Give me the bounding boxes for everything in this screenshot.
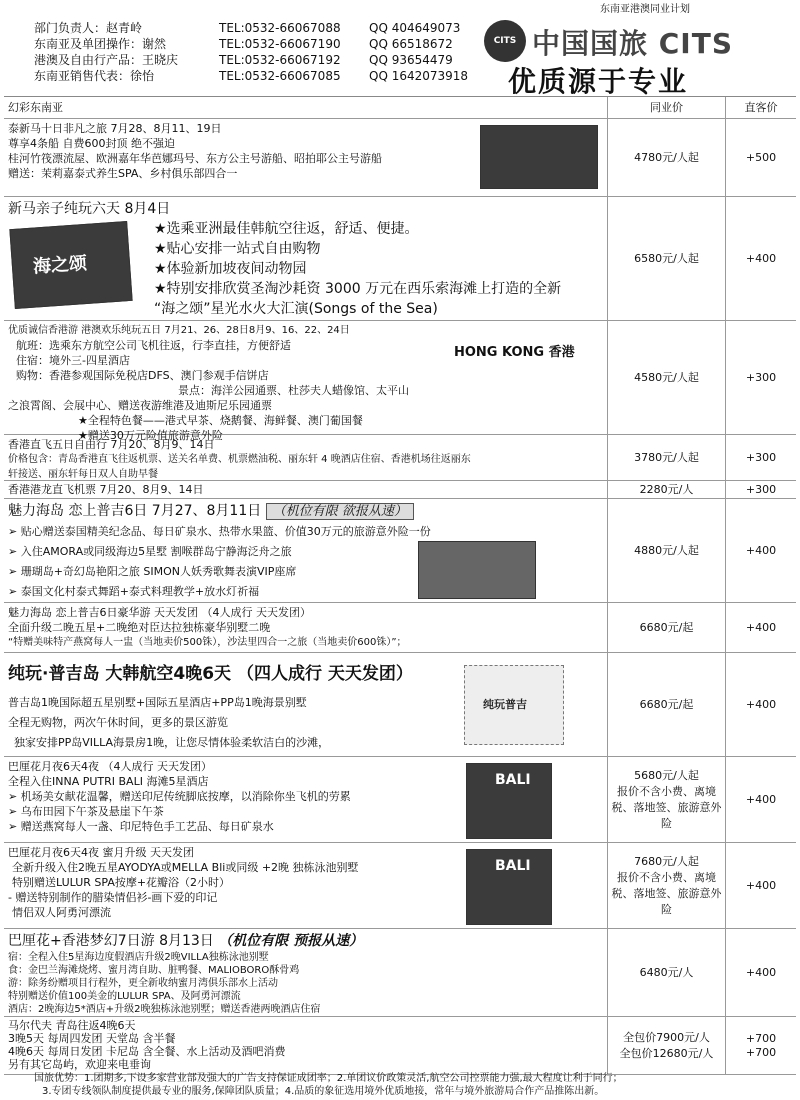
tour-description [4, 653, 608, 756]
contact-role: 部门负责人：赵青岭 [34, 21, 143, 35]
section-title [4, 97, 608, 118]
contact-role: 东南亚及单团操作：谢然 [34, 37, 167, 51]
peer-price-header: 同业价 [608, 97, 726, 118]
table-header [4, 97, 796, 119]
peer-price: 6680元/起 [608, 603, 726, 652]
contact-tel: TEL:0532-66067192 [219, 53, 341, 67]
contact-row [34, 20, 484, 36]
photo-caption: 海之颂 [32, 252, 88, 278]
tour-line: 3晚5天 每周四发团 天堂岛 含半餐 [8, 1032, 176, 1045]
tour-title: 巴厘花+香港梦幻7日游 8月13日 [8, 933, 214, 949]
tour-line: 尊享4条船 自费600封顶 绝不强迫 [8, 137, 175, 150]
direct-price: +500 [745, 150, 777, 164]
tour-description [4, 843, 608, 928]
tour-line: ★赠送30万元险值旅游意外险 [78, 429, 223, 442]
tour-line: ➢ 乌布田园下午茶及悬崖下午茶 [8, 805, 164, 818]
contact-row [34, 68, 484, 84]
tour-photo [466, 849, 552, 925]
table-row [4, 843, 796, 929]
tour-line: 另有其它岛屿，欢迎来电垂询 [8, 1058, 151, 1071]
brand [484, 14, 784, 98]
tour-title: 魅力海岛 恋上普吉6日豪华游 天天发团 （4人成行 天天发团） [8, 606, 311, 619]
tour-line: ➢ 机场美女献花温馨，赠送印尼传统脚底按摩，以消除你坐飞机的劳累 [8, 790, 351, 803]
peer-price: 4580元/人起 [608, 321, 726, 434]
tour-title: 新马亲子纯玩六天 8月4日 [8, 201, 171, 217]
tour-line: 特别赠送LULUR SPA按摩+花瓣浴（2小时） [12, 876, 231, 889]
tour-line: 景点：海洋公园通票、杜莎夫人蜡像馆、太平山 [178, 384, 409, 397]
tour-line: ➢ 赠送燕窝每人一盏、印尼特色手工艺品、每日矿泉水 [8, 820, 274, 833]
contact-tel: TEL:0532-66067190 [219, 37, 341, 51]
tour-line: 住宿：境外三-四星酒店 [16, 354, 130, 367]
tour-photo [418, 541, 536, 599]
table-row [4, 435, 796, 481]
tour-line: 普吉岛1晚国际超五星别墅+国际五星酒店+PP岛1晚海景别墅 [8, 696, 307, 709]
table-row [4, 321, 796, 442]
tour-description [4, 435, 608, 480]
direct-price: +400 [745, 251, 777, 265]
contact-list [34, 20, 484, 84]
tour-line: 全程无购物，两次午休时间，更多的景区游览 [8, 716, 228, 729]
tour-description [4, 603, 608, 652]
contact-qq: QQ 404649073 [369, 21, 461, 35]
plan-title: 东南亚港澳同业计划 [600, 4, 690, 15]
tour-line: 桂河竹筏漂流屋、欧洲嘉年华芭娜玛号、东方公主号游船、昭拍耶公主号游船 [8, 152, 382, 165]
tour-line: ★特别安排欣赏圣淘沙耗资 3000 万元在西乐索海滩上打造的全新 [154, 281, 562, 297]
tour-description [4, 119, 608, 196]
peer-price: 4780元/人起 [608, 119, 726, 196]
peer-price: 4880元/人起 [608, 499, 726, 602]
tour-description [4, 757, 608, 842]
section-title-text: 幻彩东南亚 [8, 101, 63, 114]
direct-price: +400 [745, 697, 777, 711]
peer-price: 7680元/人起 报价不含小费、离境税、落地签、旅游意外险 [608, 843, 726, 928]
tour-line: ★选乘亚洲最佳韩航空往返，舒适、便捷。 [154, 221, 419, 237]
tour-description [4, 321, 608, 442]
peer-price: 6680元/起 [608, 653, 726, 756]
tour-title-row [8, 931, 603, 951]
table-row [4, 197, 796, 321]
tour-line: ★体验新加坡夜间动物园 [154, 261, 307, 277]
tour-title: 香港港龙直飞机票 7月20、8月9、14日 [8, 483, 204, 496]
direct-price: +300 [745, 482, 777, 496]
tour-line: 特别赠送价值100美金的LULUR SPA、及阿勇河漂流 [8, 991, 241, 1002]
tour-line: ➢ 入住AMORA或同级海边5星墅 割喉群岛宁静海泛舟之旅 [8, 545, 292, 558]
table-row [4, 481, 796, 499]
direct-price: +700 +700 [745, 1031, 777, 1059]
peer-price: 6480元/人 [608, 929, 726, 1016]
tour-title-row [8, 501, 603, 522]
tour-title: 巴厘花月夜6天4夜 蜜月升级 天天发团 [8, 846, 194, 859]
tour-line: 独家安排PP岛VILLA海景房1晚，让您尽情体验柔软洁白的沙滩， [14, 736, 330, 749]
tour-line: 之浪霄阁、会展中心、赠送夜游维港及迪斯尼乐园通票 [8, 399, 272, 412]
footer-line: 3.专团专线领队制度提供最专业的服务,保障团队质量；4.品质的象征选用境外优质地接，常年与境外旅游局合作产品推陈出新。 [42, 1086, 605, 1097]
direct-price: +400 [745, 792, 777, 806]
tour-line: 宿：全程入住5星海边度假酒店升级2晚VILLA独栋泳池别墅 [8, 952, 269, 963]
tour-line: 全程入住INNA PUTRI BALI 海滩5星酒店 [8, 775, 209, 788]
tour-photo [9, 221, 132, 309]
tour-title: 魅力海岛 恋上普吉6日 7月27、8月11日 [8, 503, 262, 519]
tour-photo [466, 763, 552, 839]
direct-price: +300 [745, 450, 777, 464]
direct-price-header: 直客价 [744, 100, 778, 114]
tour-description [4, 1017, 608, 1074]
contact-tel: TEL:0532-66067085 [219, 69, 341, 83]
contact-role: 东南亚销售代表：徐怡 [34, 69, 155, 83]
photo-caption: BALI [495, 858, 531, 874]
availability-badge: （机位有限 预报从速） [218, 933, 364, 949]
table-row [4, 499, 796, 603]
tour-photo [464, 665, 564, 745]
tour-line: 游：除务纷赠项目行程外，更全新收纳蜜月湾俱乐部水上活动 [8, 978, 278, 989]
tour-title: 巴厘花月夜6天4夜 （4人成行 天天发团） [8, 760, 212, 773]
tour-title: 优质诚信香港游 港澳欢乐纯玩五日 7月21、26、28日8月9、16、22、24日 [8, 325, 350, 336]
footer-line: 国旅优势：1.团期多,下设多家营业部及强大的广告支持保证成团率；2.单团议价政策灵活,航空公司控票能力强,最大程度让利于同行； [34, 1073, 623, 1084]
brand-slogan: 优质源于专业 [508, 65, 689, 98]
footer-advantages [4, 1072, 796, 1098]
tour-line-text: 机场美女献花温馨，赠送印尼传统脚底按摩，以消除你坐飞机的劳累 [20, 790, 351, 803]
photo-caption: 纯玩普吉 [483, 698, 527, 711]
tour-line: 购物：香港参观国际免税店DFS、澳门参观手信饼店 [16, 369, 269, 382]
tour-title: 纯玩·普吉岛 大韩航空4晚6天 （四人成行 天天发团） [8, 664, 413, 684]
tour-line-text: 珊瑚岛+奇幻岛艳阳之旅 SIMON人妖秀歌舞表演VIP座席 [20, 565, 297, 578]
tour-line-text: 贴心赠送泰国精美纪念品、每日矿泉水、热带水果篮、价值30万元的旅游意外险一份 [20, 525, 431, 538]
table-row [4, 757, 796, 843]
table-row [4, 603, 796, 653]
tour-line: ➢ 泰国文化村泰式舞蹈+泰式料理教学+放水灯祈福 [8, 585, 260, 598]
direct-price: +300 [745, 370, 777, 384]
contact-role: 港澳及自由行产品：王晓庆 [34, 53, 179, 67]
peer-price: 3780元/人起 [608, 435, 726, 480]
contact-qq: QQ 93654479 [369, 53, 453, 67]
tour-line-text: 乌布田园下午茶及悬崖下午茶 [20, 805, 164, 818]
tour-title: 马尔代夫 青岛往返4晚6天 [8, 1019, 136, 1032]
tour-line: 全新升级入住2晚五星AYODYA或MELLA Bli或同级 +2晚 独栋泳池别墅 [12, 861, 359, 874]
table-row [4, 119, 796, 197]
tour-line: 酒店：2晚海边5*酒店+升级2晚独栋泳池别墅；赠送香港两晚酒店住宿 [8, 1004, 321, 1015]
table-row [4, 653, 796, 757]
tour-line: 轩接送、丽东轩每日双人自助早餐 [8, 469, 158, 480]
tour-line: ★全程特色餐——港式早茶、烧鹅餐、海鲜餐、澳门葡国餐 [78, 414, 363, 427]
tour-line-text: 赠送燕窝每人一盏、印尼特色手工艺品、每日矿泉水 [20, 820, 274, 833]
contact-tel: TEL:0532-66067088 [219, 21, 341, 35]
tour-line: 赠送：茉莉嘉泰式养生SPA、乡村俱乐部四合一 [8, 167, 238, 180]
tour-line: 泰新马十日非凡之旅 7月28、8月11、19日 [8, 122, 222, 135]
photo-caption: BALI [495, 772, 531, 788]
contact-qq: QQ 1642073918 [369, 69, 469, 83]
table-row [4, 929, 796, 1017]
tour-line: ★贴心安排一站式自由购物 [154, 241, 321, 257]
tour-line: ➢ 珊瑚岛+奇幻岛艳阳之旅 SIMON人妖秀歌舞表演VIP座席 [8, 565, 297, 578]
tour-line: 价格包含：青岛香港直飞往返机票、送关名单费、机票燃油税、丽东轩 4 晚酒店住宿、香港机场往返丽东 [8, 454, 471, 465]
tour-description [4, 929, 608, 1016]
tour-line: “海之颂”星光水火大汇演(Songs of the Sea) [154, 301, 438, 317]
tour-photo [480, 125, 598, 189]
hong-kong-logo-icon: HONG KONG 香港 [454, 345, 575, 360]
contact-qq: QQ 66518672 [369, 37, 453, 51]
direct-price: +400 [745, 965, 777, 979]
contact-row [34, 52, 484, 68]
tour-description [4, 197, 608, 320]
tour-line: “特赠美味特产燕窝每人一盅（当地卖价500铢），沙法里四合一之旅（当地卖价600铢）”； [8, 637, 407, 648]
peer-price: 5680元/人起 报价不含小费、离境税、落地签、旅游意外险 [608, 757, 726, 842]
header [0, 14, 800, 98]
table-row [4, 1017, 796, 1075]
tour-title: 香港直飞五日自由行 7月20、8月9、14日 [8, 438, 215, 451]
tour-description [4, 481, 608, 498]
tour-line: 情侣双人阿勇河漂流 [12, 906, 111, 919]
tour-line: - 赠送特别制作的腊染情侣衫-画下爱的印记 [8, 891, 218, 904]
brand-name: 中国国旅 CITS [532, 27, 733, 60]
direct-price: +400 [745, 543, 777, 557]
peer-price: 2280元/人 [608, 481, 726, 498]
direct-price: +400 [745, 620, 777, 634]
peer-price: 全包价7900元/人 全包价12680元/人 [608, 1017, 726, 1074]
availability-badge: （机位有限 欲报从速） [266, 503, 414, 520]
tour-line: 食：金巴兰海滩烧烤、蜜月湾自助、脏鸭餐、MALIOBORO酥骨鸡 [8, 965, 300, 976]
price-table [4, 96, 796, 1075]
tour-line: 航班：选乘东方航空公司飞机往返，行李直挂，方便舒适 [16, 339, 291, 352]
contact-row [34, 36, 484, 52]
cits-logo-icon: CITS [484, 20, 526, 62]
tour-description [4, 499, 608, 602]
tour-line-text: 泰国文化村泰式舞蹈+泰式料理教学+放水灯祈福 [20, 585, 260, 598]
peer-price: 6580元/人起 [608, 197, 726, 320]
tour-line: 全面升级二晚五星+二晚绝对臣达拉独栋豪华别墅二晚 [8, 621, 271, 634]
direct-price: +400 [745, 878, 777, 892]
tour-line: ➢ 贴心赠送泰国精美纪念品、每日矿泉水、热带水果篮、价值30万元的旅游意外险一份 [8, 525, 431, 538]
tour-line-text: 入住AMORA或同级海边5星墅 割喉群岛宁静海泛舟之旅 [20, 545, 292, 558]
tour-line: 4晚6天 每周日发团 卡尼岛 含全餐、水上活动及酒吧消费 [8, 1045, 286, 1058]
